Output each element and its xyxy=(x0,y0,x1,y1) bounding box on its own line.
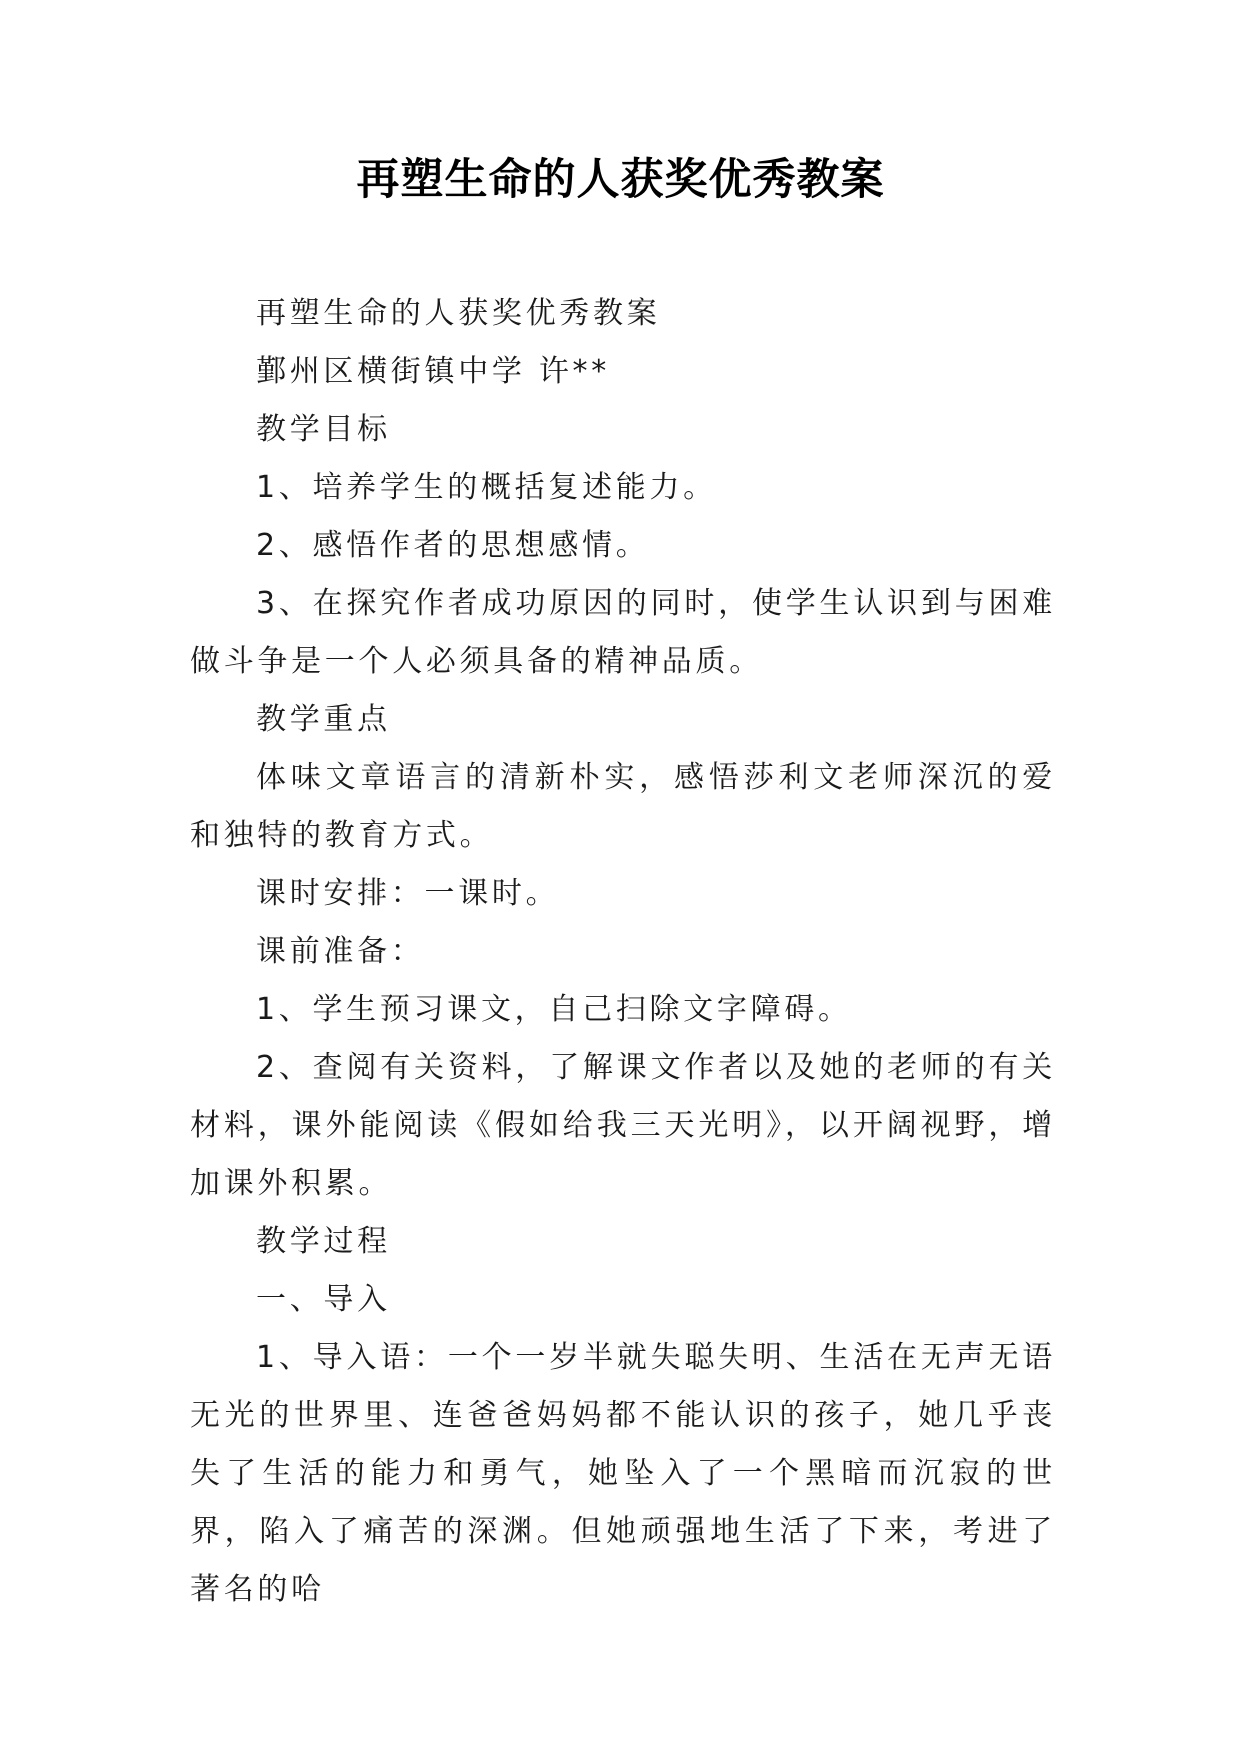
heading-teaching-process: 教学过程 xyxy=(256,1224,391,1259)
paragraph-schedule: 课时安排：一课时。 xyxy=(256,876,560,911)
heading-teaching-goals: 教学目标 xyxy=(256,412,391,447)
heading-teaching-focus: 教学重点 xyxy=(256,702,391,737)
paragraph-focus: 体味文章语言的清新朴实，感悟莎利文老师深沉的爱和独特的教育方式。 xyxy=(190,760,1056,853)
document-title: 再塑生命的人获奖优秀教案 xyxy=(356,155,885,205)
heading-preparation: 课前准备： xyxy=(256,934,425,969)
paragraph-goal-3: 3、在探究作者成功原因的同时，使学生认识到与困难做斗争是一个人必须具备的精神品质。 xyxy=(190,586,1056,679)
paragraph-goal-1: 1、培养学生的概括复述能力。 xyxy=(256,470,717,505)
document-body xyxy=(190,285,1056,1619)
paragraph-goal-2: 2、感悟作者的思想感情。 xyxy=(256,528,650,563)
paragraph-subtitle: 再塑生命的人获奖优秀教案 xyxy=(256,296,661,331)
heading-introduction: 一、导入 xyxy=(256,1282,391,1317)
paragraph-prep-2: 2、查阅有关资料，了解课文作者以及她的老师的有关材料，课外能阅读《假如给我三天光明》，以开阔视野，增加课外积累。 xyxy=(190,1050,1056,1201)
paragraph-intro-1: 1、导入语：一个一岁半就失聪失明、生活在无声无语无光的世界里、连爸爸妈妈都不能认识的孩子，她几乎丧失了生活的能力和勇气，她坠入了一个黑暗而沉寂的世界，陷入了痛苦的深渊。但她顽强地生活了下来，考进了著名的哈 xyxy=(190,1340,1056,1607)
paragraph-author: 鄞州区横街镇中学 许** xyxy=(256,354,610,389)
paragraph-prep-1: 1、学生预习课文，自己扫除文字障碍。 xyxy=(256,992,852,1027)
